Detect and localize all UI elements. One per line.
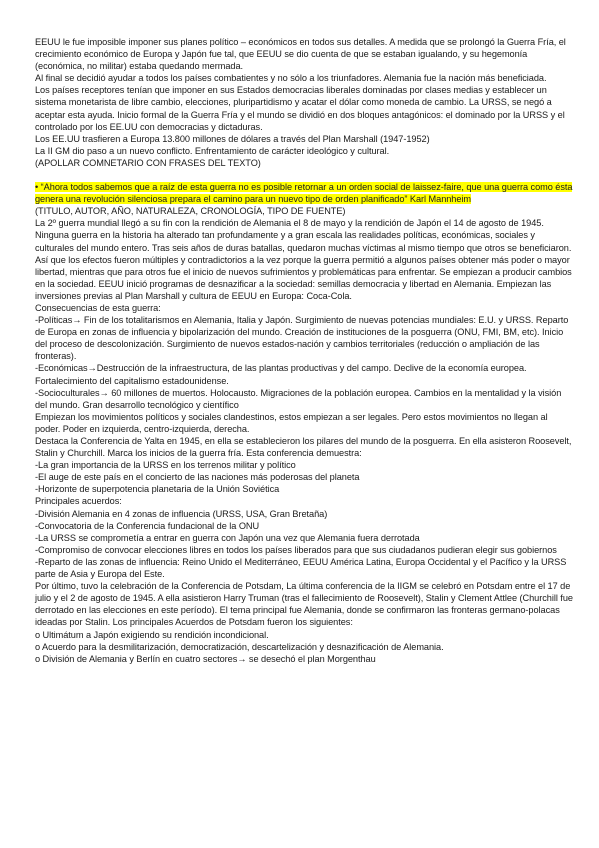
paragraph-receiving-countries: Los países receptores tenían que imponer en sus Estados democracias liberales dominadas por clases medias y establecer un sistema monetarista de libre cambio, elecciones, pluripartidismo y acatar el dólar como moneda de cambio. La URSS, se negó a aceptar esta ayuda. Inicio formal de la Guerra Fría y el mundo se dividió en dos bloques antagónicos: el dominado por la URSS y el controlado por los EE.UU con democracias y dictaduras. [35, 85, 565, 132]
quote-text: • “Ahora todos sabemos que a raíz de esta guerra no es posible retornar a un orden social de laissez-faire, que una guerra como ésta genera una revolución silenciosa prepara el camino para un nuevo tipo de orden planificado” Karl Mannheim [35, 182, 573, 205]
paragraph-marshall-amount: Los EE.UU trasfieren a Europa 13.800 millones de dólares a través del Plan Marshall (1947-1952) [35, 133, 430, 144]
paragraph-aid-decision: Al final se decidió ayudar a todos los países combatientes y no sólo a los triunfadores. Alemania fue la nación más beneficiada. [35, 73, 547, 84]
list-item-sociocultural: -Socioculturales→ 60 millones de muertos. Holocausto. Migraciones de la población europea. Cambios en la mentalidad y la visión del mundo. Gran desarrollo tecnológico y científico [35, 387, 562, 410]
list-item-ultimatum: o Ultimátum a Japón exigiendo su rendición incondicional. [35, 629, 269, 640]
list-item-berlin-sectors: o División de Alemania y Berlín en cuatro sectores→ se desechó el plan Morgenthau [35, 653, 376, 664]
list-item-political: -Políticas→ Fin de los totalitarismos en Alemania, Italia y Japón. Surgimiento de nuevas potencias mundiales: E.U. y URSS. Reparto de Europa en zonas de influencia y bipolarización del mundo. Creación de instituciones de la posguerra (ONU, FMI, BM, etc). Inicio del proceso de descolonización. Surgimiento de nuevos estados-nación y cambios territoriales (reducción o ampliación de las fronteras). [35, 315, 569, 362]
paragraph-potsdam: Por último, tuvo la celebración de la Conferencia de Potsdam, La última conferencia de la IIGM se celebró en Potsdam entre el 17 de julio y el 2 de agosto de 1945. A ella asistieron Harry Truman (tras el fallecimiento de Roosevelt), Stalin y Clement Attlee (Churchill fue derrotado en las elecciones en este período). El tema principal fue Alemania, donde se confirmaron las fronteras germano-polacas ideadas por Stalin. Los principales Acuerdos de Potsdam fueron los siguientes: [35, 581, 573, 628]
list-item-urss-rise: -El auge de este país en el concierto de las naciones más poderosas del planeta [35, 472, 360, 483]
heading-agreements: Principales acuerdos: [35, 496, 122, 507]
heading-consequences: Consecuencias de esta guerra: [35, 302, 161, 313]
list-item-superpower: -Horizonte de superpotencia planetaria de la Unión Soviética [35, 484, 280, 495]
list-item-economic: -Económicas→Destrucción de la infraestructura, de las plantas productivas y del campo. Declive de la economía europea. Fortalecimiento del capitalismo estadounidense. [35, 363, 527, 386]
paragraph-commentary-fields: (TITULO, AUTOR, AÑO, NATURALEZA, CRONOLOGÍA, TIPO DE FUENTE) [35, 206, 346, 217]
list-item-free-elections: -Compromiso de convocar elecciones libres en todos los países liberados para que sus ciudadanos pudieran elegir sus gobiernos [35, 544, 557, 555]
list-item-germany-division: -División Alemania en 4 zonas de influencia (URSS, USA, Gran Bretaña) [35, 508, 328, 519]
list-item-onu: -Convocatoria de la Conferencia fundacional de la ONU [35, 520, 260, 531]
paragraph-marshall-intro: EEUU le fue imposible imponer sus planes político – económicos en todos sus detalles. A medida que se prolongó la Guerra Fría, el crecimiento económico de Europa y Japón fue tal, que EEUU se dio cuenta de que se estaban igualando, y su hegemonía (económica, no militar) estaba quedando mermada. [35, 37, 566, 72]
blank-line [35, 169, 573, 181]
paragraph-end-of-war: La 2º guerra mundial llegó a su fin con la rendición de Alemania el 8 de mayo y la rendición de Japón el 14 de agosto de 1945. Ninguna guerra en la historia ha alterado tan profundamente y a gran escala las realidades políticas, económicas, sociales y culturales del mundo entero. Tras seis años de duras batallas, quedaron muchas víctimas al mismo tiempo que otros se beneficiaron. Así que los efectos fueron múltiples y contradictorios a la vez porque la guerra permitió a algunos países obtener más poder o mayor libertad, mientras que para otros fue el inicio de nuevos sufrimientos y problemáticas para enfrentar. Se empiezan a producir cambios en la sociedad. EEUU inició programas de desnazificar a la sociedad: semillas democracia y libertad en Alemania. Empiezan las inversiones previas al Plan Marshall y cultura de EEUU en Europa: Coca-Cola. [35, 218, 572, 301]
list-item-japan-war: -La URSS se comprometía a entrar en guerra con Japón una vez que Alemania fuera derrotada [35, 532, 420, 543]
paragraph-yalta: Destaca la Conferencia de Yalta en 1945, en ella se establecieron los pilares del mundo de la posguerra. En ella asisteron Roosevelt, Stalin y Churchill. Marca los inicios de la guerra fría. Esta conferencia demuestra: [35, 436, 572, 459]
list-item-demilitarization: o Acuerdo para la desmilitarización, democratización, descartelización y desnazificación de Alemania. [35, 641, 444, 652]
list-item-urss-importance: -La gran importancia de la URSS en los terrenos militar y político [35, 460, 296, 471]
paragraph-new-conflict: La II GM dio paso a un nuevo conflicto. Enfrentamiento de carácter ideológico y cultural. [35, 145, 390, 156]
paragraph-movements: Empiezan los movimientos políticos y sociales clandestinos, estos empiezan a ser legales. Pero estos movimientos no llegan al poder. Poder en izquierda, centro-izquierda, derecha. [35, 411, 548, 434]
highlighted-quote [35, 181, 573, 205]
paragraph-comment-note: (APOLLAR COMNETARIO CON FRASES DEL TEXTO) [35, 157, 261, 168]
list-item-influence-zones: -Reparto de las zonas de influencia: Reino Unido el Mediterráneo, EEUU América Latina, Europa Occidental y el Pacífico y la URSS parte de Asia y Europa del Este. [35, 556, 567, 580]
